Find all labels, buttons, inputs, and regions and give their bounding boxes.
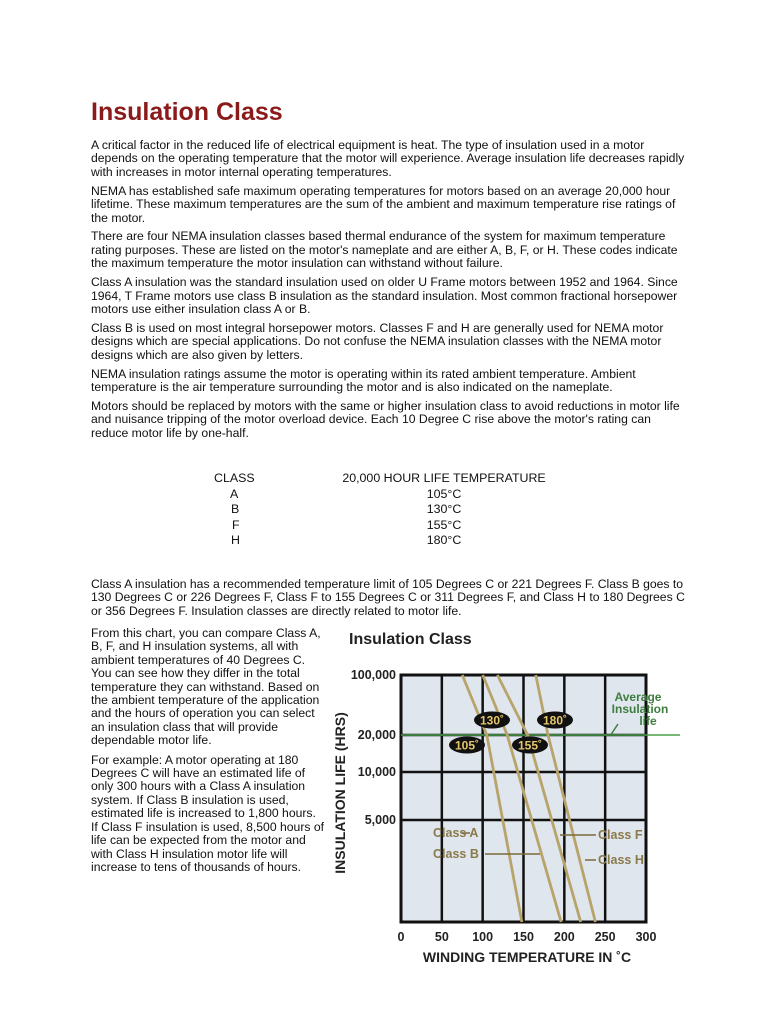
average-life-label: Average — [614, 690, 662, 704]
header-class: CLASS — [214, 471, 255, 485]
y-tick-label: 10,000 — [357, 765, 396, 779]
y-axis-label: INSULATION LIFE (HRS) — [332, 712, 348, 874]
paragraph: From this chart, you can compare Class A, B, F, and H insulation systems, all with ambient temperatures of 40 Degrees C. You can see how they differ in the total temperature they can withstand. Based on the ambient temperature of the application and the hours of operation you can select an insulation class that will provide dependable motor life. — [91, 626, 321, 748]
average-life-label: Insulation — [611, 702, 669, 716]
x-tick-label: 100 — [472, 930, 494, 944]
cell-temperature: 155°C — [426, 517, 462, 532]
rating-badge-label: 155˚ — [517, 738, 543, 753]
x-tick-label: 300 — [635, 930, 657, 944]
rating-badge-label: 130˚ — [479, 713, 505, 728]
series-label: Class B — [433, 847, 479, 861]
chart-title: Insulation Class — [349, 631, 472, 648]
paragraph: There are four NEMA insulation classes based thermal endurance of the system for maximum temperature rating purposes. These are listed on the motor's nameplate and are either A, B, F, or H. These codes indicate the maximum temperature the motor insulation can withstand without failure. — [91, 229, 678, 271]
paragraph: Class A insulation has a recommended temperature limit of 105 Degrees C or 221 Degrees F. Class B goes to 130 Degrees C or 226 Degrees F, Class F to 155 Degrees C or 311 Degrees F, and Class H to 180 Degrees C or 356 Degrees F. Insulation classes are directly related to motor life. — [91, 577, 685, 618]
paragraph: NEMA insulation ratings assume the motor is operating within its rated ambient temperature. Ambient temperature is the air temperature surrounding the motor and is also indicated on the nameplate. — [91, 366, 636, 394]
header-temperature: 20,000 HOUR LIFE TEMPERATURE — [342, 471, 546, 485]
x-axis-label: WINDING TEMPERATURE IN ˚C — [422, 949, 632, 965]
cell-temperature: 130°C — [426, 502, 462, 517]
x-tick-label: 150 — [513, 930, 534, 944]
average-life-label: life — [639, 714, 657, 728]
cell-class: A — [230, 486, 239, 501]
cell-temperature: 180°C — [426, 533, 462, 548]
x-tick-label: 0 — [397, 930, 405, 944]
paragraph: Class B is used on most integral horsepower motors. Classes F and H are generally used for NEMA motor designs which are special applications. Do not confuse the NEMA insulation classes with the NEMA motor designs which are also given by letters. — [91, 320, 664, 362]
series-label: Class F — [598, 828, 643, 842]
cell-class: F — [232, 517, 240, 532]
paragraph: A critical factor in the reduced life of electrical equipment is heat. The type of insulation used in a motor depends on the operating temperature that the motor will experience. Average insulation life decreases rapidly with increases in motor internal operating temperatures. — [91, 138, 685, 179]
series-label: Class A — [433, 826, 479, 840]
cell-temperature: 105°C — [426, 486, 462, 501]
rating-badge-label: 105˚ — [454, 738, 480, 753]
paragraph: Class A insulation was the standard insulation used on older U Frame motors between 1952 and 1964. Since 1964, T Frame motors use class B insulation as the standard insulation. Most common fractional horsepower motors use either insulation class A or B. — [91, 275, 678, 316]
x-tick-label: 200 — [553, 930, 575, 944]
y-tick-label: 100,000 — [350, 668, 396, 682]
cell-class: H — [231, 533, 240, 548]
x-tick-label: 50 — [434, 930, 449, 944]
y-tick-label: 20,000 — [357, 728, 396, 742]
rating-badge-label: 180˚ — [542, 713, 568, 728]
paragraph: NEMA has established safe maximum operating temperatures for motors based on an average 20,000 hour lifetime. These maximum temperatures are the sum of the ambient and maximum temperature rise ratings of the motor. — [91, 183, 676, 225]
x-tick-label: 250 — [594, 930, 616, 944]
paragraph: Motors should be replaced by motors with the same or higher insulation class to avoid reductions in motor life and nuisance tripping of the motor overload device. Each 10 Degree C rise above the motor's rating can reduce motor life by one-half. — [91, 398, 680, 440]
y-tick-label: 5,000 — [364, 813, 396, 827]
paragraph: For example: A motor operating at 180 Degrees C will have an estimated life of only 300 hours with a Class A insulation system. If Class B insulation is used, estimated life is increased to 1,800 hours. If Class F insulation is used, 8,500 hours of life can be expected from the motor and with Class H insulation motor life will increase to tens of thousands of hours. — [91, 752, 325, 874]
cell-class: B — [231, 502, 240, 517]
series-label: Class H — [598, 853, 644, 867]
page-title: Insulation Class — [91, 98, 283, 126]
